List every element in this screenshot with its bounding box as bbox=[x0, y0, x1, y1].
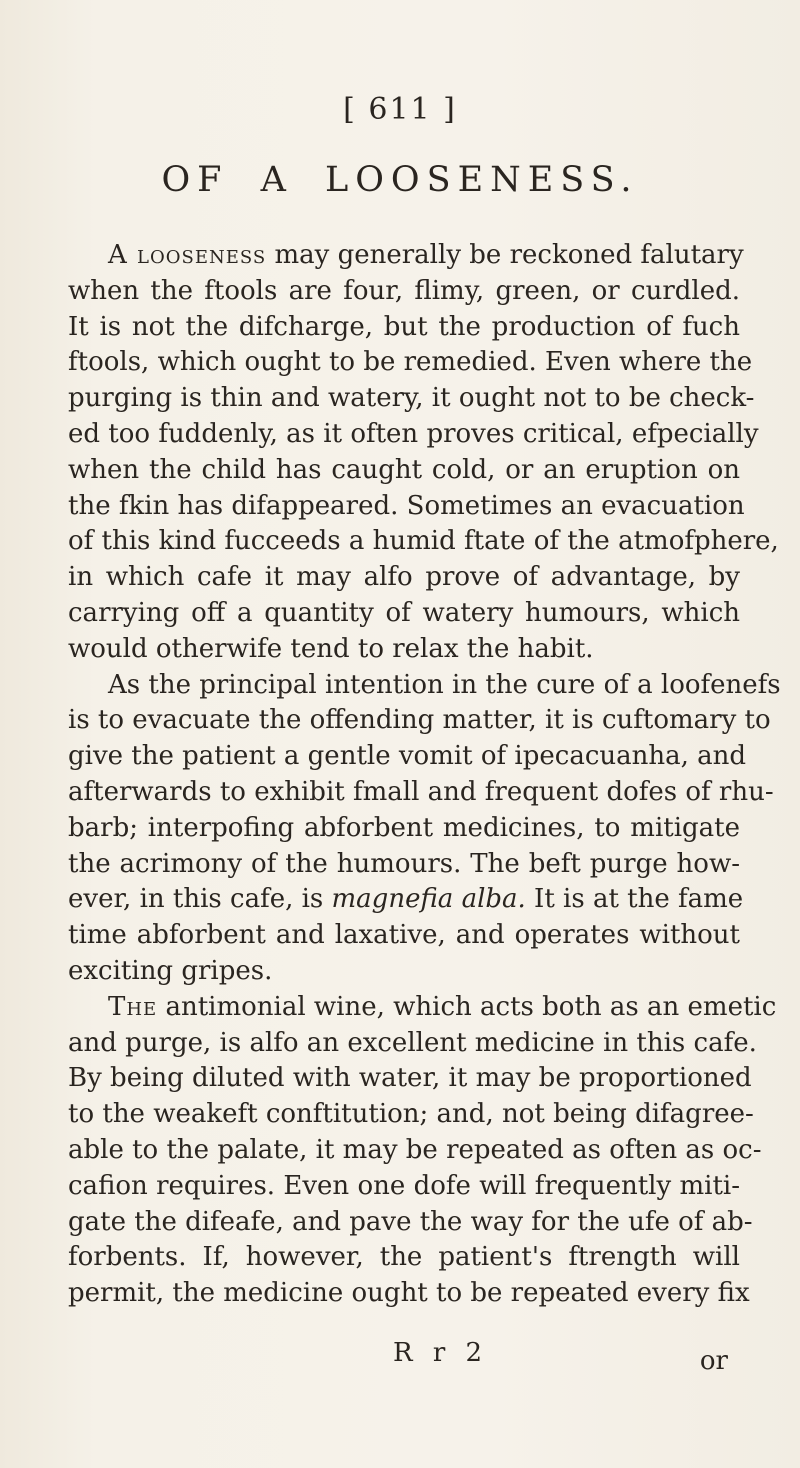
text-line: ftools, which ought to be remedied. Even where the bbox=[68, 347, 753, 378]
paragraph-lead: A looseness bbox=[108, 240, 267, 270]
text-line: carrying off a quantity of watery humours, which bbox=[68, 597, 740, 628]
text-line: By being diluted with water, it may be proportioned bbox=[68, 1063, 752, 1094]
signature-mark: R r 2 bbox=[393, 1338, 489, 1368]
text-line: when the ftools are four, flimy, green, or curdled. bbox=[68, 275, 740, 306]
text-line: gate the difeafe, and pave the way for the ufe of ab- bbox=[68, 1206, 753, 1237]
text-line bbox=[68, 990, 777, 1026]
text-line: the acrimony of the humours. The beft purge how- bbox=[68, 848, 740, 879]
text-line: barb; interpofing abforbent medicines, to mitigate bbox=[68, 812, 740, 843]
chapter-heading: OF A LOOSENESS. bbox=[161, 160, 639, 200]
text-line: would otherwife tend to relax the habit. bbox=[68, 633, 594, 664]
text-line: give the patient a gentle vomit of ipecacuanha, and bbox=[68, 741, 747, 772]
paragraph-lead: The bbox=[108, 991, 158, 1022]
line-text: ever, in this cafe, is bbox=[68, 884, 332, 915]
text-line: exciting gripes. bbox=[68, 955, 273, 986]
text-line: in which cafe it may alfo prove of advantage, by bbox=[68, 562, 740, 593]
text-line: forbents. If, however, the patient's ftrength will bbox=[68, 1242, 740, 1273]
text-line: able to the palate, it may be repeated as often as oc- bbox=[68, 1134, 762, 1165]
page-number: [ 611 ] bbox=[343, 92, 457, 127]
line-text: It is at the fame bbox=[525, 884, 744, 915]
text-line: and purge, is alfo an excellent medicine in this cafe. bbox=[68, 1027, 757, 1058]
text-line: ed too fuddenly, as it often proves critical, efpecially bbox=[68, 418, 759, 449]
text-line: It is not the difcharge, but the production of fuch bbox=[68, 311, 740, 342]
text-line: afterwards to exhibit fmall and frequent dofes of rhu- bbox=[68, 776, 774, 807]
text-line: the fkin has difappeared. Sometimes an evacuation bbox=[68, 490, 745, 521]
text-line: when the child has caught cold, or an eruption on bbox=[68, 454, 740, 485]
text-line: is to evacuate the offending matter, it is cuftomary to bbox=[68, 705, 771, 736]
italic-term: magnefia alba. bbox=[331, 884, 526, 915]
text-line: time abforbent and laxative, and operates without bbox=[68, 920, 740, 951]
line-text: may generally be reckoned falutary bbox=[266, 240, 744, 270]
text-line bbox=[68, 238, 744, 274]
text-line bbox=[68, 882, 744, 918]
line-text: antimonial wine, which acts both as an emetic bbox=[157, 991, 777, 1022]
text-line: As the principal intention in the cure of a loofenefs bbox=[108, 669, 781, 700]
text-line: cafion requires. Even one dofe will frequently miti- bbox=[68, 1170, 740, 1201]
text-line: purging is thin and watery, it ought not to be check- bbox=[68, 383, 755, 414]
text-line: of this kind fucceeds a humid ftate of the atmofphere, bbox=[68, 526, 779, 557]
page-footer bbox=[68, 1338, 740, 1376]
text-line: to the weakeft conftitution; and, not being difagree- bbox=[68, 1099, 754, 1130]
body-text bbox=[68, 238, 781, 1312]
catchword: or bbox=[699, 1346, 728, 1376]
text-line: permit, the medicine ought to be repeated every fix bbox=[68, 1278, 750, 1309]
